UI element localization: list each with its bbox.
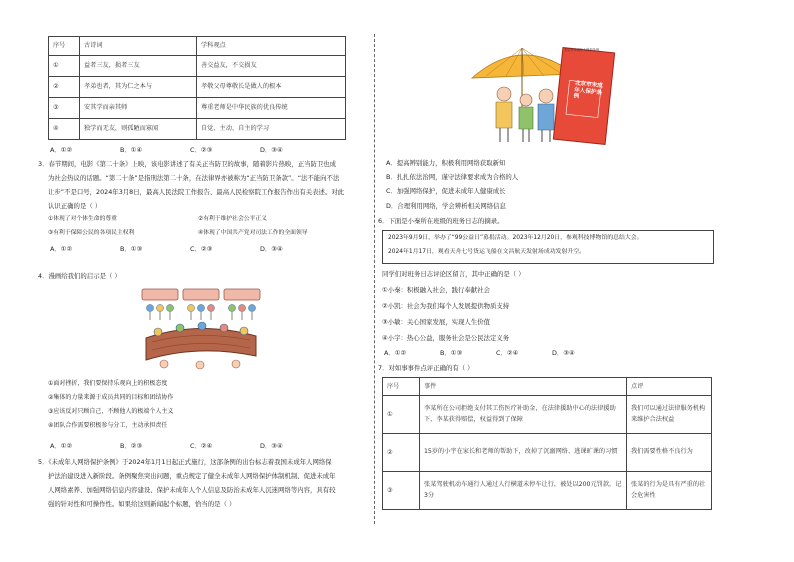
teamwork-cartoon (138, 286, 264, 372)
table-cell: ② (49, 77, 80, 98)
table-cell: ③ (383, 472, 420, 510)
q5-stem-line: 5．《未成年人网络保护条例》于2024年1月1日起正式施行，这部条例的出台标志着我国未成年人网络保 (38, 458, 332, 466)
table-cell: ③ (49, 98, 80, 119)
poetry-table (48, 36, 346, 140)
q6-options (384, 349, 575, 357)
table-cell: ① (383, 396, 420, 434)
q6-item: ③小敏：关心国家发展，实现人生价值 (382, 318, 490, 326)
q3-item: ③有利于保障公民的各项民主权利 (48, 230, 135, 236)
option-d: D．③④ (260, 245, 283, 253)
q3-item: ①体现了对个体生命的尊重 (48, 216, 117, 222)
log-entry: 2024年1月17日，观看天舟七号货运飞船在文昌航天发射场成功发射升空。 (388, 249, 586, 255)
table-cell: 我们需要性格不良行为 (627, 434, 712, 472)
option-c: C．②③ (190, 146, 213, 154)
q6-item: ①小秦：积极融入社会，践行奉献社会 (382, 286, 490, 294)
q3-stem-line: 认识正确的是（ ） (48, 202, 102, 210)
table-header-cell: 序号 (383, 378, 420, 396)
q6-prompt: 同学们对班务日志评论区留言，其中正确的是（ ） (382, 270, 525, 278)
table-cell: 我们可以通过法律服务机构来维护合法权益 (627, 396, 712, 434)
table-cell: 孝弟也者，其为仁之本与 (80, 77, 197, 98)
q5-option-b: B．扎扎依法治网，谨守法律要求成为合格的人 (386, 173, 519, 181)
table-cell: 15岁的小宇在家长和老师的帮助下，改掉了沉溺网络、逃课旷课的习惯 (420, 434, 627, 472)
table-header-cell: 事件 (420, 378, 627, 396)
q3-stem-line: 3．春节期间，电影《第二十条》上映，该电影讲述了有关正当防卫的故事，随着影片热映，正当防卫也成 (38, 160, 337, 168)
table-cell: ① (49, 56, 80, 77)
option-d: D．③④ (552, 349, 575, 357)
option-a: A．①② (50, 442, 73, 450)
option-b: B．①③ (440, 349, 463, 357)
table-header-cell: 序号 (49, 37, 80, 56)
table-row (383, 396, 712, 434)
option-b: B．②③ (120, 442, 143, 450)
option-d: D．③④ (260, 442, 283, 450)
option-c: C．②④ (496, 349, 519, 357)
q3-stem-line: 让步”不是口号，2024年3月8日，最高人民法院工作报告、最高人民检察院工作报告作出有关表述。对此 (48, 188, 345, 196)
table-row (383, 434, 712, 472)
q5-option-a: A．提高辨别能力，积极利用网络获取新知 (386, 159, 506, 167)
q4-item: ②集体的力量来源于成员共同的目标和团结协作 (48, 394, 174, 401)
q6-log-box (382, 230, 714, 264)
column-divider (374, 34, 375, 524)
table-cell: 尊重老师是中华民族的优良传统 (197, 98, 346, 119)
q5-option-d: D．合理利用网络，学会辨析相关网络信息 (386, 202, 506, 210)
table-cell: 张某驾驶机动车通行人通过人行横道未停车让行，被处以200元罚款，记3分 (420, 472, 627, 510)
table-cell: ② (383, 434, 420, 472)
table-row (49, 98, 346, 119)
table-header-cell: 学科观点 (197, 37, 346, 56)
q6-item: ④小宇：热心公益，服务社会是公民法定义务 (382, 334, 510, 342)
table-header-cell: 点评 (627, 378, 712, 396)
q4-options (50, 442, 283, 450)
q7-title: 7．对如事事件点评正确的有（ ） (378, 364, 474, 372)
table-row (49, 56, 346, 77)
q4-item: ①面对挫折，我们要保持乐观向上的积极态度 (48, 380, 168, 387)
table-cell: 益者三友，损者三友 (80, 56, 197, 77)
table-cell: 安其学而亲其师 (80, 98, 197, 119)
q2-options (50, 146, 283, 154)
table-cell: 善交益友，不交损友 (197, 56, 346, 77)
q3-item: ④体现了中国共产党对司法工作的全面领导 (198, 230, 308, 236)
q6-title: 6．下面是小秦所在班级的班务日志的摘录。 (378, 217, 504, 225)
table-row (49, 77, 346, 98)
events-table (382, 377, 712, 510)
q4-item: ④团队合作需要积极参与分工，主动承担责任 (48, 422, 168, 429)
table-row (383, 472, 712, 510)
table-cell: 自觉、主动、自主的学习 (197, 119, 346, 140)
banner-caption: 北京市未成年人保护条例 (564, 48, 600, 52)
q3-options (50, 245, 283, 253)
q3-stem-line: 为社会热议的话题。“第二十条”是指刑法第二十条，在法律界亦被称为“正当防卫条款”。“法不能向不法 (48, 174, 340, 182)
q5-option-c: C．加强网络保护，促进未成年人健康成长 (386, 187, 506, 195)
table-cell: 张某的行为是具有严重的社会危害性 (627, 472, 712, 510)
q6-item: ②小凯：社会为我们每个人发展提供物质支持 (382, 302, 510, 310)
option-c: C．②③ (190, 245, 213, 253)
table-row (49, 119, 346, 140)
option-c: C．②④ (190, 442, 213, 450)
q5-stem-line: 护法治建设进入新阶段。条例聚焦突出问题，重点规定了健全未成年人网络保护体制机制、促进未成年 (48, 472, 336, 480)
option-b: B．①③ (120, 245, 143, 253)
option-a: A．①② (384, 349, 407, 357)
option-d: D．③④ (260, 146, 283, 154)
table-header-cell: 古诗词 (80, 37, 197, 56)
q5-stem-line: 人网络素养、加强网络信息内容建设、保护未成年人个人信息及防治未成年人沉迷网络等内容，具有较 (48, 486, 336, 494)
option-a: A．①② (50, 146, 73, 154)
q4-item: ③应该反对只顾自己，不顾他人的极端个人主义 (48, 408, 174, 415)
q5-stem-line: 强的针对性和可操作性。如果给这则新闻起个标题，恰当的是（ ） (48, 500, 236, 508)
table-cell: 独学而无友，则孤陋而寡闻 (80, 119, 197, 140)
table-cell: 孝敬父母尊敬长是做人的根本 (197, 77, 346, 98)
q4-title: 4．漫画给我们的启示是（ ） (38, 272, 121, 280)
option-b: B．①④ (120, 146, 143, 154)
table-cell: ④ (49, 119, 80, 140)
option-a: A．①② (50, 245, 73, 253)
table-cell: 李某所在公司拒绝支付其工伤医疗补助金，在法律援助中心的法律援助下，李某获得赔偿，权益得到了保障 (420, 396, 627, 434)
book-title: 北京市未成年人保护条例 (573, 80, 603, 101)
q3-item: ②有利于维护社会公平正义 (198, 216, 267, 222)
log-entry: 2023年9月9日，举办了“99公益日”募捐活动。2023年12月20日，参观科技博物馆的总结大会。 (388, 235, 643, 241)
